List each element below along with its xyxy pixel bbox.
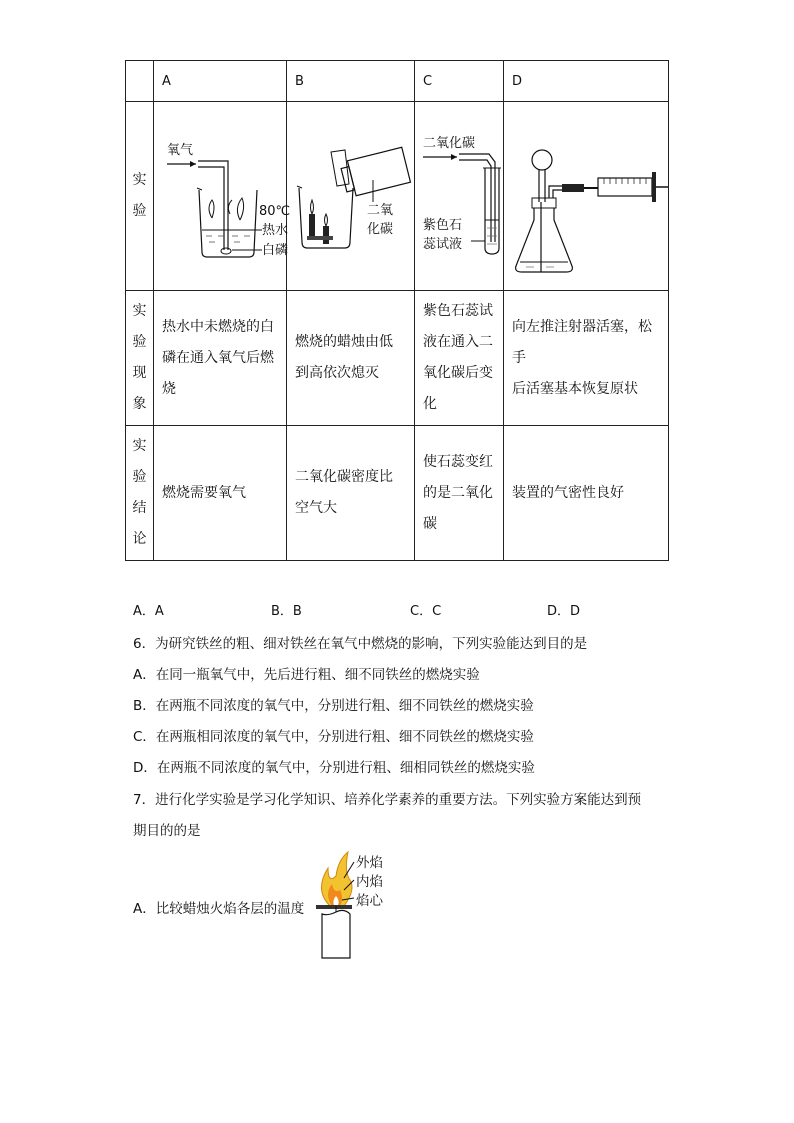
svg-text:二氧化碳: 二氧化碳 [423, 136, 476, 151]
apparatus-c-diagram [415, 102, 504, 291]
phenomenon-d: 向左推注射器活塞，松手 后活塞基本恢复原状 [504, 291, 669, 426]
phenomenon-row [126, 291, 669, 426]
phenomenon-a: 热水中未燃烧的白 磷在通入氧气后燃 烧 [154, 291, 287, 426]
conclusion-d: 装置的气密性良好 [504, 426, 669, 561]
svg-text:热水: 热水 [262, 223, 289, 238]
svg-text:氧气: 氧气 [167, 143, 194, 158]
apparatus-d-diagram [504, 102, 669, 291]
apparatus-a-diagram [154, 102, 291, 291]
svg-text:80℃: 80℃ [259, 204, 291, 219]
conclusion-row [126, 426, 669, 561]
header-c: C [415, 61, 504, 102]
conclusion-a: 燃烧需要氧气 [154, 426, 287, 561]
svg-text:白磷: 白磷 [262, 243, 289, 258]
row-label-conclusion: 实 验 结 论 [126, 426, 154, 561]
apparatus-b-diagram [287, 102, 415, 291]
flame-label-outer: 外焰 [356, 855, 383, 871]
svg-text:紫色石: 紫色石 [423, 218, 463, 233]
conclusion-c: 使石蕊变红 的是二氧化 碳 [415, 426, 504, 561]
q6-option-b[interactable]: B．在两瓶不同浓度的氧气中，分别进行粗、细不同铁丝的燃烧实验 [133, 698, 534, 714]
svg-text:化碳: 化碳 [367, 222, 394, 237]
header-d: D [504, 61, 669, 102]
q7-stem-line1: 7．进行化学实验是学习化学知识、培养化学素养的重要方法。下列实验方案能达到预 [133, 792, 642, 808]
q5-option-c[interactable]: C．C [410, 604, 442, 619]
q6-option-d[interactable]: D．在两瓶不同浓度的氧气中，分别进行粗、细相同铁丝的燃烧实验 [133, 760, 535, 776]
q6-option-c[interactable]: C．在两瓶相同浓度的氧气中，分别进行粗、细不同铁丝的燃烧实验 [133, 729, 534, 745]
flame-label-core: 焰心 [356, 893, 383, 909]
header-b: B [287, 61, 415, 102]
header-corner [126, 61, 154, 102]
experiment-table [125, 60, 669, 561]
phenomenon-b: 燃烧的蜡烛由低 到高依次熄灭 [287, 291, 415, 426]
experiment-image-row [126, 102, 669, 291]
phenomenon-c: 紫色石蕊试 液在通入二 氧化碳后变 化 [415, 291, 504, 426]
row-label-phenomenon: 实 验 现 象 [126, 291, 154, 426]
svg-text:二氧: 二氧 [367, 203, 394, 218]
header-a: A [154, 61, 287, 102]
svg-text:蕊试液: 蕊试液 [423, 237, 463, 252]
q7-stem-line2: 期目的的是 [133, 823, 201, 839]
q6-stem: 6．为研究铁丝的粗、细对铁丝在氧气中燃烧的影响，下列实验能达到目的是 [133, 636, 588, 652]
row-label-experiment: 实 验 [126, 102, 154, 291]
q5-option-a[interactable]: A．A [133, 604, 164, 619]
conclusion-b: 二氧化碳密度比 空气大 [287, 426, 415, 561]
q5-option-d[interactable]: D．D [547, 604, 581, 619]
flame-label-inner: 内焰 [356, 874, 383, 890]
q5-option-b[interactable]: B．B [271, 604, 302, 619]
q6-option-a[interactable]: A．在同一瓶氧气中，先后进行粗、细不同铁丝的燃烧实验 [133, 667, 480, 683]
q7-option-a[interactable]: A．比较蜡烛火焰各层的温度 [133, 901, 305, 917]
table-header-row [126, 61, 669, 102]
